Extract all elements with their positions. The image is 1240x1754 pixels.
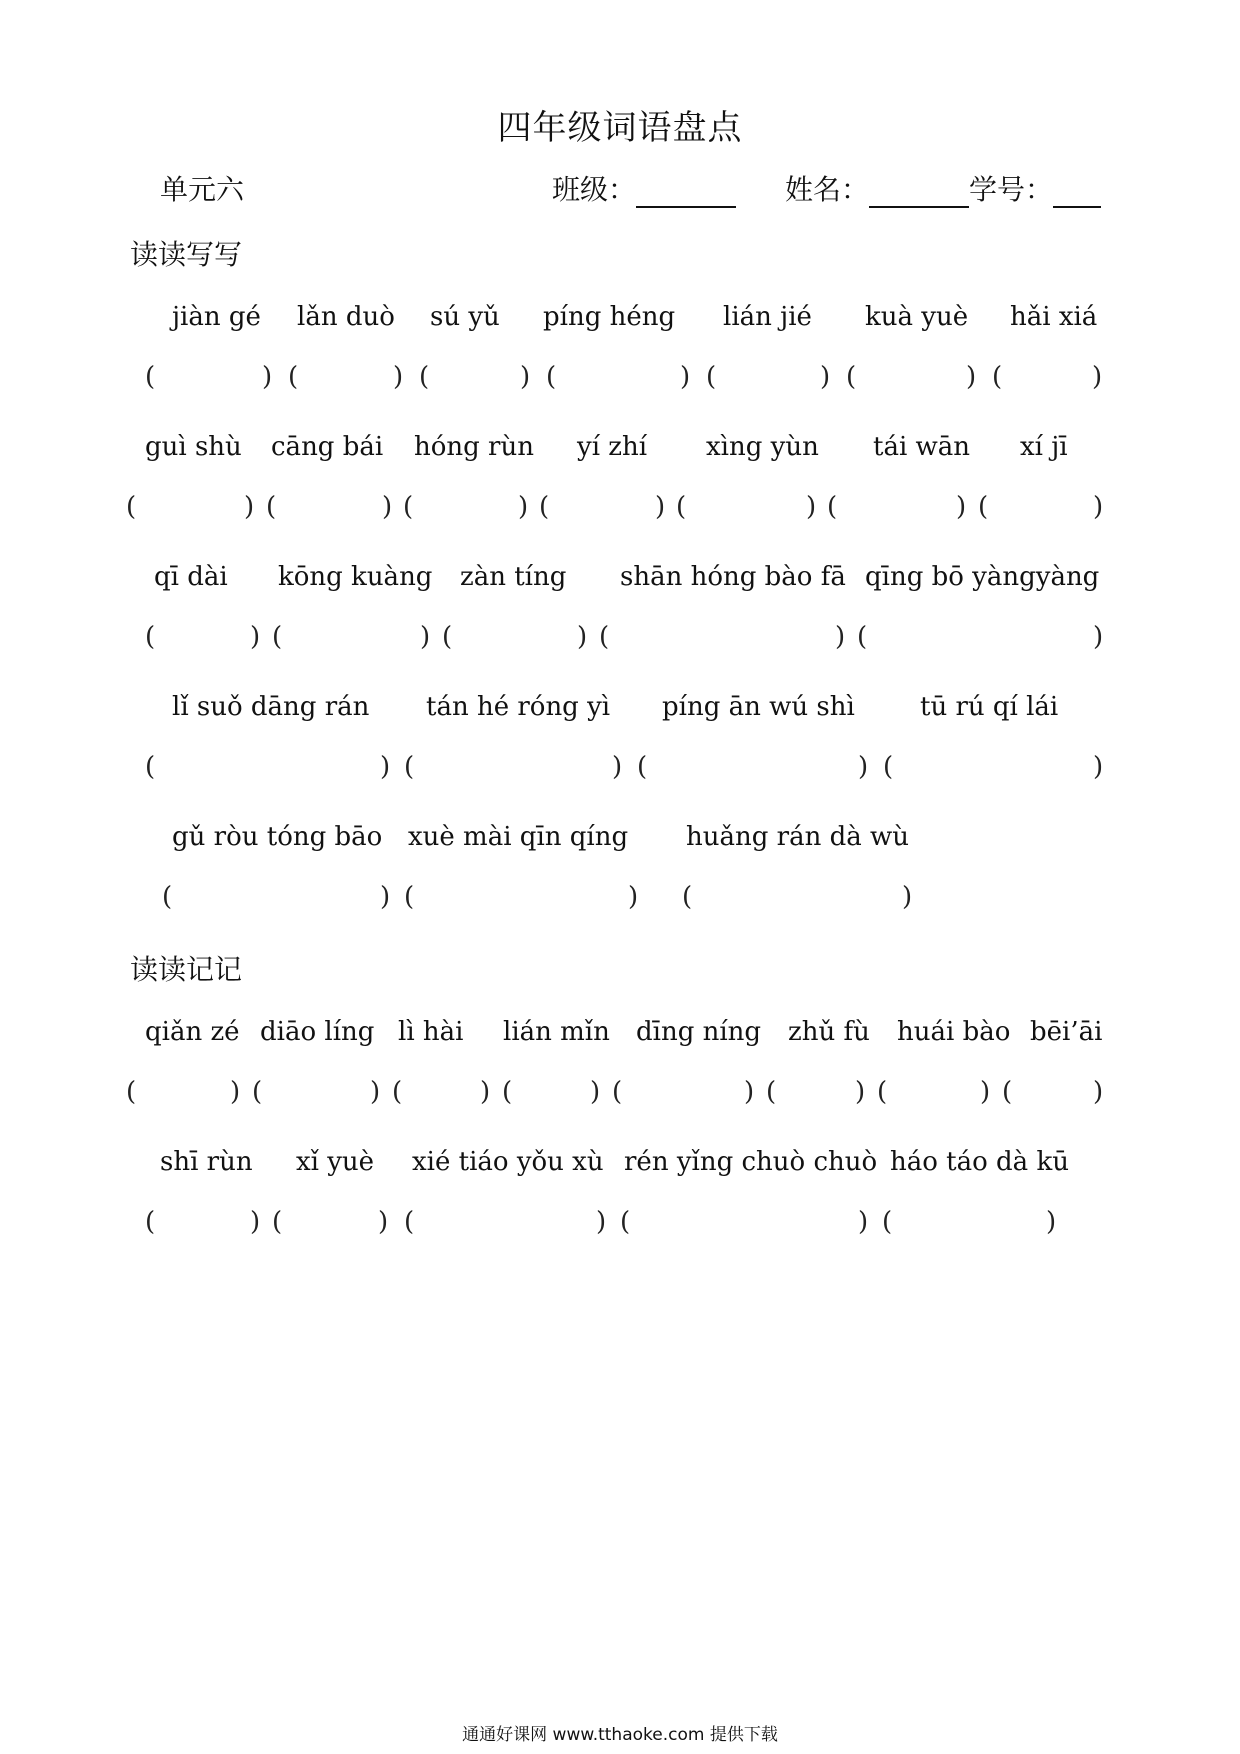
close-paren: ) — [378, 1207, 389, 1237]
unit-label: 单元六 — [160, 173, 245, 206]
open-paren: ( — [419, 362, 430, 392]
answer-row[interactable] — [0, 1207, 1240, 1247]
pinyin-item: qī dài — [154, 562, 228, 592]
answer-row[interactable] — [0, 882, 1240, 922]
pinyin-item: hǎi xiá — [1010, 302, 1098, 332]
open-paren: ( — [827, 492, 838, 522]
close-paren: ) — [420, 622, 431, 652]
pinyin-item: xǐ yuè — [296, 1147, 375, 1177]
pinyin-row — [0, 822, 1240, 862]
close-paren: ) — [370, 1077, 381, 1107]
pinyin-item: qīng bō yàngyàng — [865, 562, 1100, 592]
class-label: 班级： — [552, 173, 637, 206]
pinyin-row — [0, 302, 1240, 342]
answer-row[interactable] — [0, 752, 1240, 792]
open-paren: ( — [682, 882, 693, 912]
close-paren: ) — [612, 752, 623, 782]
number-label: 学号： — [969, 173, 1054, 206]
open-paren: ( — [126, 492, 137, 522]
open-paren: ( — [126, 1077, 137, 1107]
pinyin-row — [0, 692, 1240, 732]
answer-row[interactable] — [0, 362, 1240, 402]
pinyin-item: háo táo dà kū — [890, 1147, 1069, 1177]
pinyin-item: xuè mài qīn qíng — [408, 822, 629, 852]
close-paren: ) — [393, 362, 404, 392]
open-paren: ( — [403, 492, 414, 522]
pinyin-item: diāo líng — [260, 1017, 375, 1047]
open-paren: ( — [404, 1207, 415, 1237]
open-paren: ( — [978, 492, 989, 522]
pinyin-item: tū rú qí lái — [920, 692, 1059, 722]
close-paren: ) — [250, 1207, 261, 1237]
pinyin-row — [0, 1147, 1240, 1187]
pinyin-item: kuà yuè — [865, 302, 969, 332]
pinyin-item: qiǎn zé — [145, 1017, 240, 1047]
answer-row[interactable] — [0, 1077, 1240, 1117]
pinyin-item: xí jī — [1020, 432, 1068, 462]
pinyin-item: lǎn duò — [297, 302, 395, 332]
pinyin-item: huái bào — [897, 1017, 1011, 1047]
open-paren: ( — [266, 492, 277, 522]
open-paren: ( — [612, 1077, 623, 1107]
open-paren: ( — [288, 362, 299, 392]
pinyin-item: shān hóng bào fā — [620, 562, 846, 592]
open-paren: ( — [145, 362, 156, 392]
name-label: 姓名： — [785, 173, 870, 206]
pinyin-row — [0, 432, 1240, 472]
close-paren: ) — [858, 752, 869, 782]
pinyin-item: gǔ ròu tóng bāo — [172, 822, 383, 852]
pinyin-item: xié tiáo yǒu xù — [412, 1147, 604, 1177]
close-paren: ) — [250, 622, 261, 652]
footer-credit: 通通好课网 www.tthaoke.com 提供下载 — [462, 1725, 778, 1745]
close-paren: ) — [380, 882, 391, 912]
pinyin-item: huǎng rán dà wù — [686, 822, 909, 852]
close-paren: ) — [1092, 362, 1103, 392]
open-paren: ( — [992, 362, 1003, 392]
close-paren: ) — [1093, 752, 1104, 782]
open-paren: ( — [676, 492, 687, 522]
close-paren: ) — [244, 492, 255, 522]
close-paren: ) — [1093, 622, 1104, 652]
close-paren: ) — [902, 882, 913, 912]
pinyin-row — [0, 562, 1240, 602]
close-paren: ) — [806, 492, 817, 522]
close-paren: ) — [480, 1077, 491, 1107]
name-blank[interactable] — [869, 176, 969, 208]
open-paren: ( — [404, 752, 415, 782]
number-blank[interactable] — [1053, 176, 1101, 208]
open-paren: ( — [392, 1077, 403, 1107]
open-paren: ( — [599, 622, 610, 652]
pinyin-item: tán hé róng yì — [426, 692, 611, 722]
open-paren: ( — [145, 752, 156, 782]
pinyin-item: hóng rùn — [414, 432, 534, 462]
class-blank[interactable] — [636, 176, 736, 208]
open-paren: ( — [883, 752, 894, 782]
pinyin-item: píng héng — [543, 302, 676, 332]
pinyin-item: xìng yùn — [706, 432, 819, 462]
pinyin-item: lì hài — [398, 1017, 464, 1047]
open-paren: ( — [145, 1207, 156, 1237]
close-paren: ) — [596, 1207, 607, 1237]
open-paren: ( — [272, 1207, 283, 1237]
pinyin-item: kōng kuàng — [278, 562, 433, 592]
open-paren: ( — [145, 622, 156, 652]
pinyin-item: yí zhí — [577, 432, 648, 462]
open-paren: ( — [546, 362, 557, 392]
open-paren: ( — [637, 752, 648, 782]
pinyin-item: shī rùn — [160, 1147, 253, 1177]
pinyin-item: dīng níng — [636, 1017, 762, 1047]
close-paren: ) — [382, 492, 393, 522]
open-paren: ( — [857, 622, 868, 652]
open-paren: ( — [404, 882, 415, 912]
close-paren: ) — [744, 1077, 755, 1107]
open-paren: ( — [442, 622, 453, 652]
pinyin-row — [0, 1017, 1240, 1057]
pinyin-item: rén yǐng chuò chuò — [624, 1147, 878, 1177]
pinyin-item: píng ān wú shì — [662, 692, 855, 722]
close-paren: ) — [980, 1077, 991, 1107]
close-paren: ) — [655, 492, 666, 522]
name-field — [785, 168, 1101, 208]
pinyin-item: lǐ suǒ dāng rán — [172, 692, 370, 722]
open-paren: ( — [252, 1077, 263, 1107]
pinyin-item: lián mǐn — [503, 1017, 610, 1047]
close-paren: ) — [680, 362, 691, 392]
close-paren: ) — [820, 362, 831, 392]
close-paren: ) — [956, 492, 967, 522]
open-paren: ( — [882, 1207, 893, 1237]
close-paren: ) — [230, 1077, 241, 1107]
close-paren: ) — [966, 362, 977, 392]
open-paren: ( — [1002, 1077, 1013, 1107]
header-row — [0, 168, 1240, 212]
class-field — [552, 168, 736, 208]
close-paren: ) — [858, 1207, 869, 1237]
open-paren: ( — [539, 492, 550, 522]
answer-row[interactable] — [0, 492, 1240, 532]
close-paren: ) — [577, 622, 588, 652]
open-paren: ( — [620, 1207, 631, 1237]
close-paren: ) — [855, 1077, 866, 1107]
pinyin-item: guì shù — [145, 432, 242, 462]
close-paren: ) — [518, 492, 529, 522]
close-paren: ) — [262, 362, 273, 392]
open-paren: ( — [877, 1077, 888, 1107]
pinyin-item: tái wān — [873, 432, 971, 462]
close-paren: ) — [590, 1077, 601, 1107]
close-paren: ) — [1093, 1077, 1104, 1107]
pinyin-item: jiàn gé — [172, 302, 261, 332]
section-title-dudu-xiexie: 读读写写 — [130, 238, 243, 271]
section-title-dudu-jiji: 读读记记 — [130, 953, 243, 986]
answer-row[interactable] — [0, 622, 1240, 662]
close-paren: ) — [628, 882, 639, 912]
pinyin-item: zhǔ fù — [788, 1017, 870, 1047]
close-paren: ) — [520, 362, 531, 392]
open-paren: ( — [502, 1077, 513, 1107]
open-paren: ( — [706, 362, 717, 392]
close-paren: ) — [1093, 492, 1104, 522]
open-paren: ( — [846, 362, 857, 392]
open-paren: ( — [272, 622, 283, 652]
pinyin-item: lián jié — [723, 302, 812, 332]
pinyin-item: bēi’āi — [1030, 1017, 1103, 1047]
pinyin-item: cāng bái — [271, 432, 384, 462]
close-paren: ) — [380, 752, 391, 782]
close-paren: ) — [835, 622, 846, 652]
pinyin-item: sú yǔ — [430, 302, 500, 332]
open-paren: ( — [162, 882, 173, 912]
close-paren: ) — [1046, 1207, 1057, 1237]
page-title: 四年级词语盘点 — [497, 108, 743, 148]
pinyin-item: zàn tíng — [460, 562, 567, 592]
open-paren: ( — [766, 1077, 777, 1107]
